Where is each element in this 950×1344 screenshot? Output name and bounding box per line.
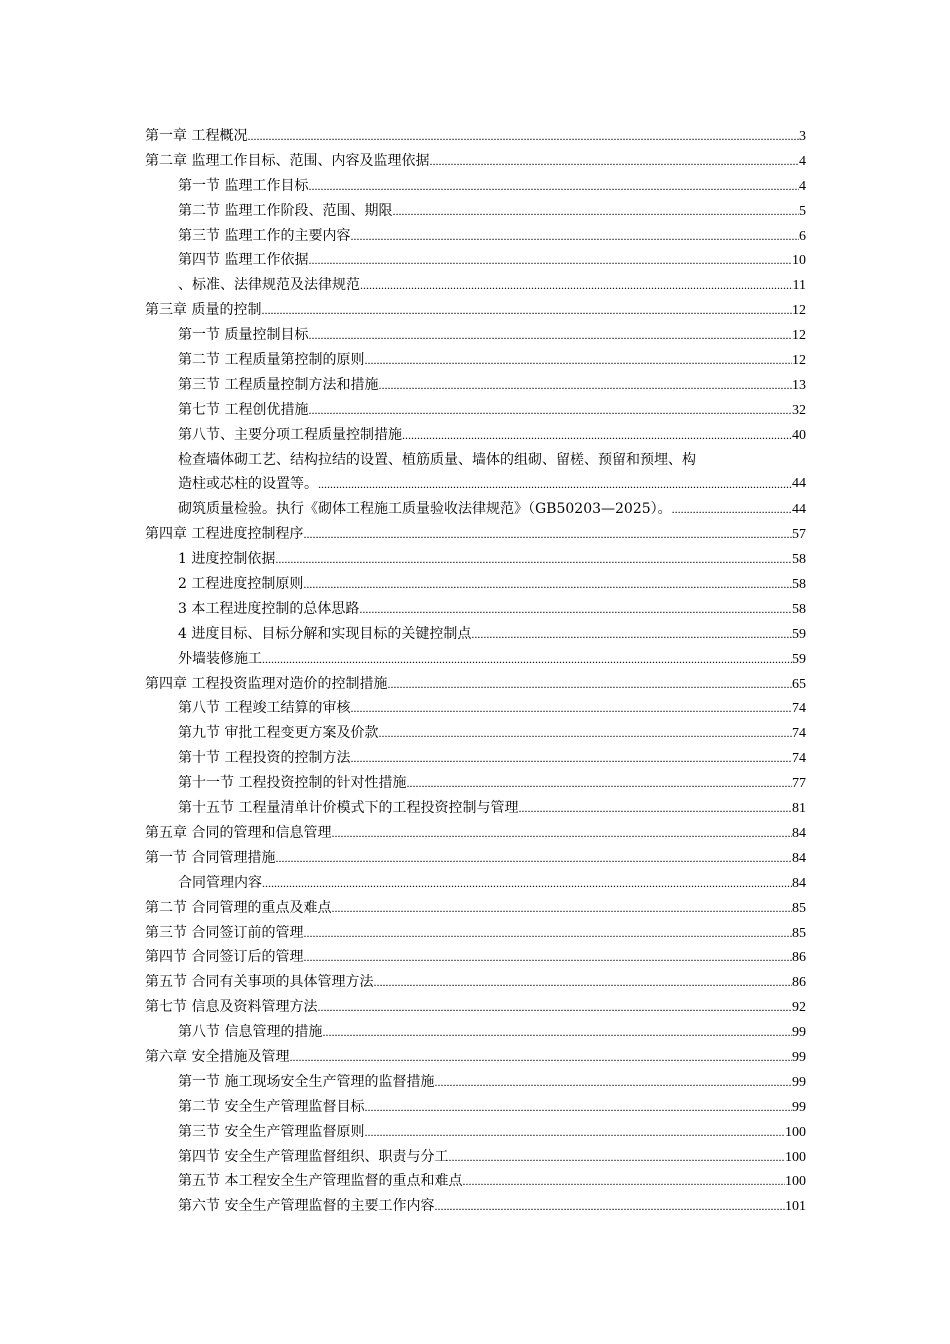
toc-entry-page-number: 92 bbox=[792, 1000, 806, 1016]
toc-entry-title: 第八节 信息管理的措施 bbox=[178, 1024, 323, 1041]
toc-entry-title: 2 工程进度控制原则 bbox=[178, 576, 304, 593]
toc-entry[interactable] bbox=[145, 1070, 806, 1095]
toc-entry-title: 第三节 监理工作的主要内容 bbox=[178, 227, 351, 244]
dot-leader bbox=[275, 547, 792, 572]
toc-entry-title: 第九节 审批工程变更方案及价款 bbox=[178, 725, 379, 742]
toc-entry-page-number: 5 bbox=[799, 203, 806, 219]
toc-entry-title-line1: 检查墙体砌工艺、结构拉结的设置、植筋质量、墙体的组砌、留槎、预留和预埋、构 bbox=[178, 451, 696, 468]
toc-entry-title: 第一章 工程概况 bbox=[145, 128, 248, 144]
toc-entry-page-number: 58 bbox=[792, 552, 806, 568]
toc-entry-title: 3 本工程进度控制的总体思路 bbox=[178, 600, 360, 617]
toc-entry[interactable] bbox=[145, 945, 806, 970]
toc-entry[interactable] bbox=[145, 174, 806, 199]
dot-leader bbox=[322, 1020, 792, 1045]
dot-leader bbox=[429, 149, 799, 174]
dot-leader bbox=[308, 323, 792, 348]
toc-entry-page-number: 58 bbox=[792, 577, 806, 593]
dot-leader bbox=[364, 1095, 792, 1120]
toc-entry-title: 第七节 信息及资料管理方法 bbox=[145, 999, 318, 1016]
toc-entry-page-number: 40 bbox=[792, 427, 806, 443]
toc-entry[interactable] bbox=[145, 746, 806, 771]
toc-entry-title: 第五节 合同有关事项的具体管理方法 bbox=[145, 974, 374, 991]
toc-entry[interactable] bbox=[145, 373, 806, 398]
toc-entry[interactable] bbox=[145, 572, 806, 597]
toc-entry-title: 第四节 合同签订后的管理 bbox=[145, 949, 304, 966]
toc-entry[interactable] bbox=[145, 398, 806, 423]
toc-entry[interactable] bbox=[145, 771, 806, 796]
toc-entry[interactable] bbox=[145, 199, 806, 224]
toc-entry-page-number: 74 bbox=[792, 751, 806, 767]
toc-entry[interactable] bbox=[145, 696, 806, 721]
toc-entry[interactable] bbox=[145, 273, 806, 298]
toc-entry-page-number: 13 bbox=[792, 377, 806, 393]
toc-entry-title: 第三章 质量的控制 bbox=[145, 302, 262, 319]
dot-leader bbox=[275, 846, 792, 871]
toc-entry-page-number: 74 bbox=[792, 726, 806, 742]
toc-entry-page-number: 44 bbox=[792, 476, 806, 492]
toc-entry-page-number: 99 bbox=[792, 1074, 806, 1090]
dot-leader bbox=[247, 124, 799, 149]
toc-entry-page-number: 57 bbox=[792, 527, 806, 543]
toc-entry[interactable] bbox=[145, 1120, 806, 1145]
dot-leader bbox=[434, 1194, 785, 1219]
toc-entry-page-number: 81 bbox=[792, 801, 806, 817]
toc-entry-page-number: 84 bbox=[792, 850, 806, 866]
toc-entry-title: 第十五节 工程量清单计价模式下的工程投资控制与管理 bbox=[178, 800, 519, 817]
dot-leader bbox=[448, 1145, 785, 1170]
toc-entry[interactable] bbox=[145, 871, 806, 896]
toc-entry-page-number: 99 bbox=[792, 1025, 806, 1041]
dot-leader bbox=[303, 945, 792, 970]
toc-entry[interactable] bbox=[145, 248, 806, 273]
toc-entry-page-number: 77 bbox=[792, 776, 806, 792]
toc-entry[interactable] bbox=[145, 1095, 806, 1120]
toc-entry-page-number: 12 bbox=[792, 353, 806, 369]
dot-leader bbox=[471, 622, 792, 647]
toc-entry-page-number: 85 bbox=[792, 925, 806, 941]
toc-entry-title: 第二节 安全生产管理监督目标 bbox=[178, 1098, 365, 1115]
toc-entry-page-number: 4 bbox=[799, 178, 806, 194]
toc-entry-page-number: 100 bbox=[785, 1174, 806, 1190]
toc-entry[interactable] bbox=[145, 298, 806, 323]
toc-entry-title: 第一节 合同管理措施 bbox=[145, 849, 276, 866]
toc-entry[interactable] bbox=[145, 921, 806, 946]
toc-entry-page-number: 12 bbox=[792, 303, 806, 319]
toc-entry-page-number: 84 bbox=[792, 825, 806, 841]
toc-entry[interactable] bbox=[145, 970, 806, 995]
toc-entry-title: 第十节 工程投资的控制方法 bbox=[178, 750, 351, 767]
dot-leader bbox=[672, 497, 792, 522]
toc-entry-page-number: 100 bbox=[785, 1149, 806, 1165]
toc-entry-page-number: 74 bbox=[792, 701, 806, 717]
toc-entry[interactable] bbox=[145, 1020, 806, 1045]
toc-entry-title: 第三节 工程质量控制方法和措施 bbox=[178, 376, 379, 393]
dot-leader bbox=[350, 696, 792, 721]
toc-entry-title: 合同管理内容 bbox=[178, 874, 262, 891]
dot-leader bbox=[303, 921, 792, 946]
toc-entry-page-number: 44 bbox=[792, 502, 806, 518]
toc-entry[interactable] bbox=[145, 846, 806, 871]
dot-leader bbox=[406, 771, 792, 796]
toc-entry-title: 第二节 合同管理的重点及难点 bbox=[145, 899, 332, 916]
toc-entry[interactable] bbox=[145, 224, 806, 249]
dot-leader bbox=[262, 871, 792, 896]
dot-leader bbox=[364, 1120, 785, 1145]
toc-entry-title: 第三节 安全生产管理监督原则 bbox=[178, 1123, 365, 1140]
dot-leader bbox=[308, 398, 792, 423]
toc-entry-page-number: 32 bbox=[792, 402, 806, 418]
dot-leader bbox=[434, 1070, 792, 1095]
dot-leader bbox=[317, 995, 792, 1020]
toc-entry-page-number: 65 bbox=[792, 676, 806, 692]
toc-entry-page-number: 12 bbox=[792, 328, 806, 344]
dot-leader bbox=[331, 896, 792, 921]
toc-entry[interactable] bbox=[145, 1194, 806, 1219]
toc-entry-title: 造柱或芯柱的设置等。 bbox=[178, 476, 318, 493]
dot-leader bbox=[378, 373, 792, 398]
toc-entry-title: 第一节 监理工作目标 bbox=[178, 177, 309, 194]
dot-leader bbox=[378, 721, 792, 746]
toc-entry-title: 砌筑质量检验。执行《砌体工程施工质量验收法律规范》（GB50203—2025）。 bbox=[178, 501, 672, 518]
toc-entry[interactable] bbox=[145, 149, 806, 174]
toc-entry-title: 第四节 监理工作依据 bbox=[178, 252, 309, 269]
toc-entry-title: 第三节 合同签订前的管理 bbox=[145, 924, 304, 941]
dot-leader bbox=[373, 970, 792, 995]
toc-entry[interactable] bbox=[145, 1145, 806, 1170]
toc-entry-title: 第四章 工程投资监理对造价的控制措施 bbox=[145, 675, 388, 692]
toc-entry-title: 4 进度目标、目标分解和实现目标的关键控制点 bbox=[178, 625, 472, 642]
dot-leader bbox=[359, 597, 792, 622]
dot-leader bbox=[350, 746, 792, 771]
toc-entry-page-number: 99 bbox=[792, 1049, 806, 1065]
toc-entry-page-number: 6 bbox=[799, 228, 806, 244]
toc-entry[interactable] bbox=[145, 348, 806, 373]
dot-leader bbox=[462, 1169, 785, 1194]
dot-leader bbox=[518, 796, 792, 821]
toc-entry[interactable] bbox=[145, 323, 806, 348]
toc-entry[interactable] bbox=[145, 672, 806, 697]
toc-entry[interactable] bbox=[145, 647, 806, 672]
dot-leader bbox=[303, 572, 792, 597]
dot-leader bbox=[318, 472, 792, 497]
table-of-contents bbox=[145, 124, 806, 1219]
toc-entry-title: 第六章 安全措施及管理 bbox=[145, 1048, 290, 1065]
toc-entry-title: 第二章 监理工作目标、范围、内容及监理依据 bbox=[145, 152, 430, 169]
dot-leader bbox=[402, 423, 792, 448]
toc-entry-page-number: 59 bbox=[792, 626, 806, 642]
toc-entry-page-number: 101 bbox=[785, 1199, 806, 1215]
toc-entry-title: 第十一节 工程投资控制的针对性措施 bbox=[178, 775, 407, 792]
toc-entry-page-number: 86 bbox=[792, 950, 806, 966]
dot-leader bbox=[350, 224, 799, 249]
toc-entry-title: 1 进度控制依据 bbox=[178, 551, 276, 568]
toc-entry-title: 第六节 安全生产管理监督的主要工作内容 bbox=[178, 1198, 435, 1215]
dot-leader bbox=[392, 199, 799, 224]
toc-entry[interactable] bbox=[145, 497, 806, 522]
toc-entry[interactable] bbox=[145, 1169, 806, 1194]
toc-entry[interactable] bbox=[145, 448, 806, 498]
toc-entry[interactable] bbox=[145, 423, 806, 448]
toc-entry-title: 、标准、法律规范及法律规范 bbox=[178, 277, 360, 294]
toc-entry-page-number: 99 bbox=[792, 1099, 806, 1115]
toc-entry-title: 第一节 质量控制目标 bbox=[178, 327, 309, 344]
toc-entry-page-number: 59 bbox=[792, 651, 806, 667]
toc-entry[interactable] bbox=[145, 995, 806, 1020]
toc-entry-title: 第一节 施工现场安全生产管理的监督措施 bbox=[178, 1073, 435, 1090]
dot-leader bbox=[303, 522, 792, 547]
toc-entry-page-number: 3 bbox=[799, 129, 806, 144]
dot-leader bbox=[308, 174, 799, 199]
toc-entry-title: 第二节 监理工作阶段、范围、期限 bbox=[178, 202, 393, 219]
toc-entry-title: 第二节 工程质量第控制的原则 bbox=[178, 352, 365, 369]
toc-entry-title: 第五章 合同的管理和信息管理 bbox=[145, 824, 332, 841]
dot-leader bbox=[364, 348, 792, 373]
toc-entry-title: 第八节、主要分项工程质量控制措施 bbox=[178, 426, 402, 443]
toc-entry[interactable] bbox=[145, 547, 806, 572]
toc-entry[interactable] bbox=[145, 124, 806, 149]
dot-leader bbox=[261, 298, 792, 323]
dot-leader bbox=[331, 821, 792, 846]
toc-entry-page-number: 11 bbox=[792, 278, 806, 294]
toc-entry-title: 外墙装修施工 bbox=[178, 650, 262, 667]
dot-leader bbox=[289, 1045, 792, 1070]
toc-entry-title: 第四章 工程进度控制程序 bbox=[145, 526, 304, 543]
dot-leader bbox=[387, 672, 792, 697]
toc-entry-title: 第五节 本工程安全生产管理监督的重点和难点 bbox=[178, 1173, 463, 1190]
toc-entry-page-number: 85 bbox=[792, 900, 806, 916]
toc-entry-page-number: 10 bbox=[792, 253, 806, 269]
toc-entry-page-number: 58 bbox=[792, 601, 806, 617]
dot-leader bbox=[262, 647, 792, 672]
toc-entry-page-number: 100 bbox=[785, 1124, 806, 1140]
toc-entry[interactable] bbox=[145, 522, 806, 547]
toc-entry[interactable] bbox=[145, 597, 806, 622]
toc-entry-title: 第八节 工程竣工结算的审核 bbox=[178, 700, 351, 717]
toc-entry-title: 第四节 安全生产管理监督组织、职责与分工 bbox=[178, 1148, 449, 1165]
toc-entry-title: 第七节 工程创优措施 bbox=[178, 401, 309, 418]
toc-entry[interactable] bbox=[145, 821, 806, 846]
dot-leader bbox=[308, 248, 792, 273]
toc-entry[interactable] bbox=[145, 1045, 806, 1070]
toc-entry-page-number: 4 bbox=[799, 153, 806, 169]
dot-leader bbox=[360, 273, 793, 298]
toc-entry-page-number: 84 bbox=[792, 875, 806, 891]
toc-entry[interactable] bbox=[145, 622, 806, 647]
toc-entry-page-number: 86 bbox=[792, 975, 806, 991]
toc-entry[interactable] bbox=[145, 896, 806, 921]
toc-entry[interactable] bbox=[145, 796, 806, 821]
toc-entry[interactable] bbox=[145, 721, 806, 746]
